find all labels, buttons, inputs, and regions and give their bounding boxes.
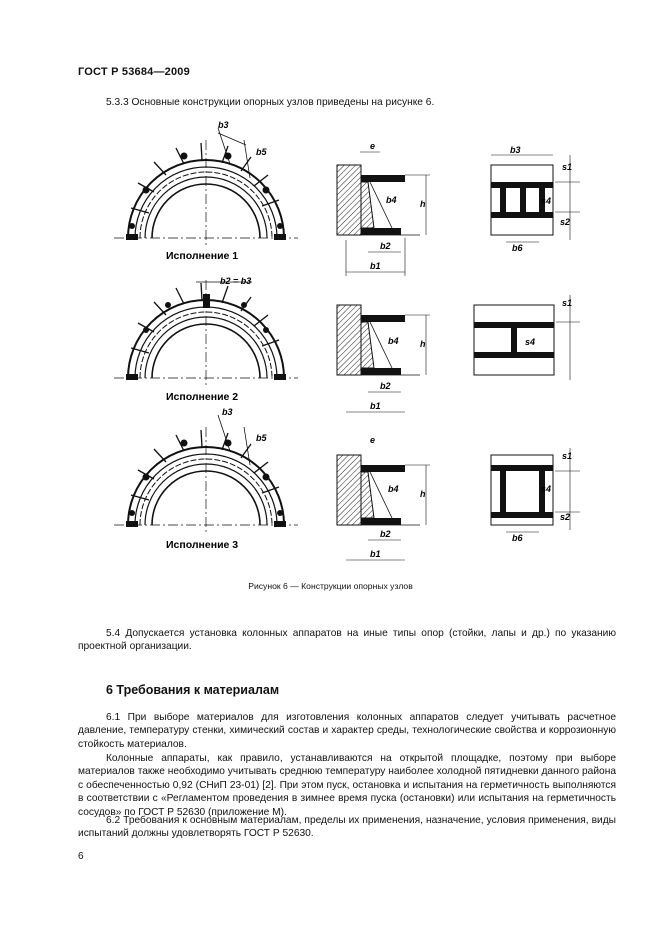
dim-b4-v1: b4 — [386, 195, 397, 205]
arch-variant-3 — [114, 415, 298, 533]
dim-b4-v3: b4 — [388, 484, 399, 494]
dim-s4-plan-v2: s4 — [525, 337, 536, 347]
arch-variant-2 — [114, 280, 298, 386]
dim-b2eqb3-v2: b2 = b3 — [220, 276, 252, 286]
dim-s4-plan-v1: s4 — [541, 196, 552, 206]
dim-s2-plan-v3: s2 — [560, 512, 571, 522]
dim-b2-v1: b2 — [380, 241, 391, 251]
dim-b1-v3: b1 — [370, 549, 381, 559]
paragraph-6-1-cont: Колонные аппараты, как правило, устанавливаются на открытой площадке, поэтому при выборе материалов также необходимо учитывать среднюю температуру наиболее холодной пятидневки данного района с обеспеченностью 0,92 (СНиП 23-01) [2]. При этом пуск, остановка и испытания на герметичность выполняются в соответствии с «Регламентом проведения в зимнее время пуска (остановки) или испытания на герметичность сосудов» по ГОСТ Р 52630 (приложение М). — [78, 753, 616, 818]
variant-2-label: Исполнение 2 — [166, 391, 239, 403]
dim-b6-plan-v1: b6 — [512, 243, 523, 253]
arch-variant-1 — [114, 128, 298, 246]
dim-h-v3: h — [420, 489, 426, 499]
section-view-3 — [337, 455, 430, 560]
section-6-heading: 6 Требования к материалам — [106, 683, 280, 697]
dim-b5-v3: b5 — [256, 433, 267, 443]
dim-b4-v2: b4 — [388, 336, 399, 346]
variant-1-label: Исполнение 1 — [166, 250, 239, 262]
page-number: 6 — [78, 851, 84, 862]
section-view-2 — [337, 305, 430, 412]
dim-s1-plan-v2: s1 — [562, 298, 573, 308]
dim-h-v1: h — [420, 199, 426, 209]
dim-b1-v1: b1 — [370, 261, 381, 271]
dim-e-v3: e — [370, 435, 376, 445]
document-header: ГОСТ Р 53684—2009 — [78, 66, 190, 78]
section-view-1 — [337, 152, 430, 276]
dim-b3-plan-v1: b3 — [510, 145, 521, 155]
figure-caption: Рисунок 6 — Конструкции опорных узлов — [248, 581, 413, 591]
dim-s4-plan-v3: s4 — [541, 484, 552, 494]
paragraph-6-1: 6.1 При выборе материалов для изготовления колонных аппаратов следует учитывать расчетное давление, температуру стенки, химический состав и характер среды, технологические свойства и коррозионную стойкость материалов. — [78, 712, 616, 750]
paragraph-6-2: 6.2 Требования к основным материалам, пределы их применения, назначение, условия применения, виды испытаний должны удовлетворять ГОСТ Р 52630. — [78, 815, 616, 840]
dim-s1-plan-v3: s1 — [562, 451, 573, 461]
dim-s1-plan-v1: s1 — [562, 162, 573, 172]
dim-b2-v3: b2 — [380, 529, 391, 539]
dim-h-v2: h — [420, 339, 426, 349]
paragraph-5-4: 5.4 Допускается установка колонных аппаратов на иные типы опор (стойки, лапы и др.) по указанию проектной организации. — [78, 628, 616, 653]
dim-e-v1: e — [370, 141, 376, 151]
dim-b3-v3: b3 — [222, 407, 233, 417]
variant-3-label: Исполнение 3 — [166, 539, 239, 551]
dim-s2-plan-v1: s2 — [560, 217, 571, 227]
paragraph-5-3-3: 5.3.3 Основные конструкции опорных узлов приведены на рисунке 6. — [106, 97, 435, 108]
dim-b2-v2: b2 — [380, 381, 391, 391]
dim-b3-v1: b3 — [218, 120, 229, 130]
dim-b6-plan-v3: b6 — [512, 533, 523, 543]
dim-b1-v2: b1 — [370, 401, 381, 411]
dim-b5-v1: b5 — [256, 147, 267, 157]
